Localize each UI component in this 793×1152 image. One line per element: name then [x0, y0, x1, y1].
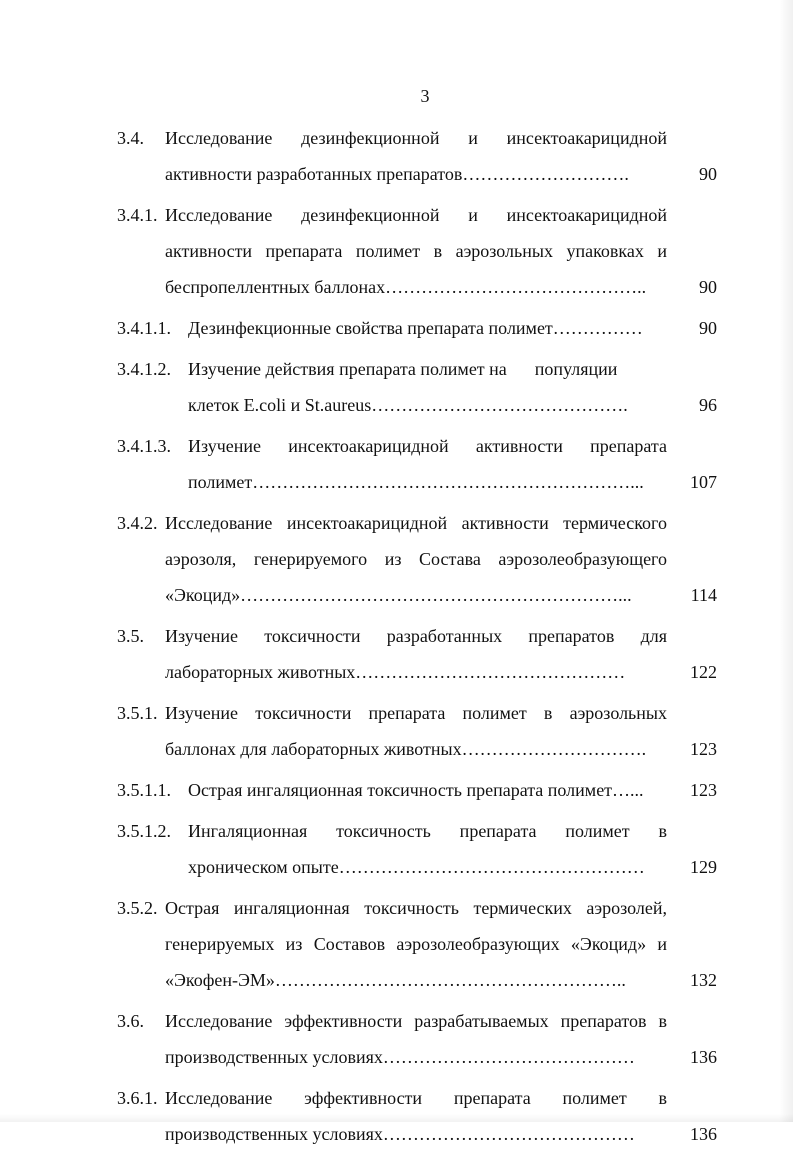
section-title-line: генерируемых из Составов аэрозолеобразующих «Экоцид» и	[165, 934, 667, 954]
toc-entry-3-5-1-2	[117, 813, 717, 885]
section-title-line: полимет………………………………………………………...	[188, 472, 644, 492]
toc-line	[117, 962, 717, 998]
section-number: 3.6.	[117, 1011, 144, 1031]
toc-entry-3-5-2	[117, 890, 717, 998]
toc-entry-3-5	[117, 618, 717, 690]
toc-entry-3-4-1-2	[117, 351, 717, 423]
toc-line	[117, 351, 717, 387]
section-number: 3.4.1.1.	[117, 318, 171, 338]
section-number: 3.6.1.	[117, 1088, 158, 1108]
section-title-line: Исследование инсектоакарицидной активности термического	[165, 513, 667, 533]
section-title-line: Изучение токсичности препарата полимет в аэрозольных	[165, 703, 667, 723]
toc-entry-3-5-1	[117, 695, 717, 767]
toc-line	[117, 1080, 717, 1116]
section-number: 3.4.1.2.	[117, 359, 171, 379]
section-title-line: Ингаляционная токсичность препарата полимет в	[188, 821, 667, 841]
page-ref: 96	[699, 395, 717, 415]
toc-line	[117, 428, 717, 464]
toc-line	[117, 577, 717, 613]
toc-entry-3-4-1-1	[117, 310, 717, 346]
toc-line	[117, 120, 717, 156]
toc-entry-3-4-1-3	[117, 428, 717, 500]
toc-line	[117, 618, 717, 654]
toc-line	[117, 387, 717, 423]
section-title-line: Исследование эффективности разрабатываемых препаратов в	[165, 1011, 667, 1031]
page-ref: 123	[690, 739, 717, 759]
page-ref: 90	[699, 164, 717, 184]
section-number: 3.4.1.3.	[117, 436, 171, 456]
page-number: 3	[420, 86, 430, 106]
section-title-line: производственных условиях……………………………………	[165, 1047, 635, 1067]
section-title-line: «Экофен-ЭМ»…………………………………………………..	[165, 970, 626, 990]
toc-entry-3-6-1	[117, 1080, 717, 1152]
toc-entry-3-4-1	[117, 197, 717, 305]
section-title-line: Острая ингаляционная токсичность термических аэрозолей,	[165, 898, 667, 918]
toc-line	[117, 890, 717, 926]
page-ref: 123	[690, 780, 717, 800]
section-title-line: производственных условиях……………………………………	[165, 1124, 635, 1144]
section-title-line: аэрозоля, генерируемого из Состава аэрозолеобразующего	[165, 549, 667, 569]
section-title-line: Исследование эффективности препарата полимет в	[165, 1088, 667, 1108]
table-of-contents	[117, 120, 717, 1152]
section-title-line: активности препарата полимет в аэрозольных упаковках и	[165, 241, 667, 261]
toc-line	[117, 1039, 717, 1075]
section-title-text: Изучение действия препарата полимет на	[188, 359, 507, 379]
scan-edge-shadow	[779, 0, 793, 1122]
section-title-line: Дезинфекционные свойства препарата полимет……………	[188, 318, 643, 338]
section-number: 3.5.	[117, 626, 144, 646]
toc-line	[117, 695, 717, 731]
page-ref: 129	[690, 857, 717, 877]
toc-line	[117, 926, 717, 962]
section-title-line: «Экоцид»………………………………………………………...	[165, 585, 632, 605]
toc-line	[117, 541, 717, 577]
section-number: 3.5.1.2.	[117, 821, 171, 841]
toc-entry-3-4	[117, 120, 717, 192]
toc-entry-3-5-1-1	[117, 772, 717, 808]
section-title-line	[188, 351, 667, 387]
section-title-note: популяции	[534, 359, 618, 379]
toc-line	[117, 156, 717, 192]
toc-line	[117, 1116, 717, 1152]
toc-line	[117, 1003, 717, 1039]
toc-line	[117, 505, 717, 541]
section-number: 3.4.	[117, 128, 144, 148]
toc-line	[117, 813, 717, 849]
section-title-line: баллонах для лабораторных животных………………………….	[165, 739, 647, 759]
page-ref: 136	[690, 1124, 717, 1144]
section-title-line: Исследование дезинфекционной и инсектоакарицидной	[165, 205, 667, 225]
toc-entry-3-4-2	[117, 505, 717, 613]
section-number: 3.5.1.1.	[117, 780, 171, 800]
toc-line	[117, 269, 717, 305]
toc-line	[117, 197, 717, 233]
toc-line	[117, 731, 717, 767]
toc-entry-3-6	[117, 1003, 717, 1075]
page-ref: 90	[699, 318, 717, 338]
section-number: 3.4.1.	[117, 205, 158, 225]
page-ref: 132	[690, 970, 717, 990]
toc-line	[117, 310, 717, 346]
section-title-line: Острая ингаляционная токсичность препарата полимет…...	[188, 780, 644, 800]
section-title-line: лабораторных животных………………………………………	[165, 662, 626, 682]
section-title-line: клеток E.coli и St.aureus…………………………………….	[188, 395, 628, 415]
page-ref: 114	[690, 585, 717, 605]
toc-line	[117, 772, 717, 808]
section-title-line: хроническом опыте……………………………………………	[188, 857, 645, 877]
page-ref: 107	[690, 472, 717, 492]
page-ref: 122	[690, 662, 717, 682]
section-title-line: Изучение инсектоакарицидной активности препарата	[188, 436, 667, 456]
toc-line	[117, 654, 717, 690]
section-title-line: Изучение токсичности разработанных препаратов для	[165, 626, 667, 646]
section-title-line: беспропеллентных баллонах……………………………………..	[165, 277, 647, 297]
toc-line	[117, 464, 717, 500]
toc-line	[117, 233, 717, 269]
section-number: 3.5.1.	[117, 703, 158, 723]
section-title-line: Исследование дезинфекционной и инсектоакарицидной	[165, 128, 667, 148]
toc-line	[117, 849, 717, 885]
page-ref: 136	[690, 1047, 717, 1067]
section-number: 3.5.2.	[117, 898, 158, 918]
section-number: 3.4.2.	[117, 513, 158, 533]
page-ref: 90	[699, 277, 717, 297]
section-title-line: активности разработанных препаратов……………………….	[165, 164, 629, 184]
